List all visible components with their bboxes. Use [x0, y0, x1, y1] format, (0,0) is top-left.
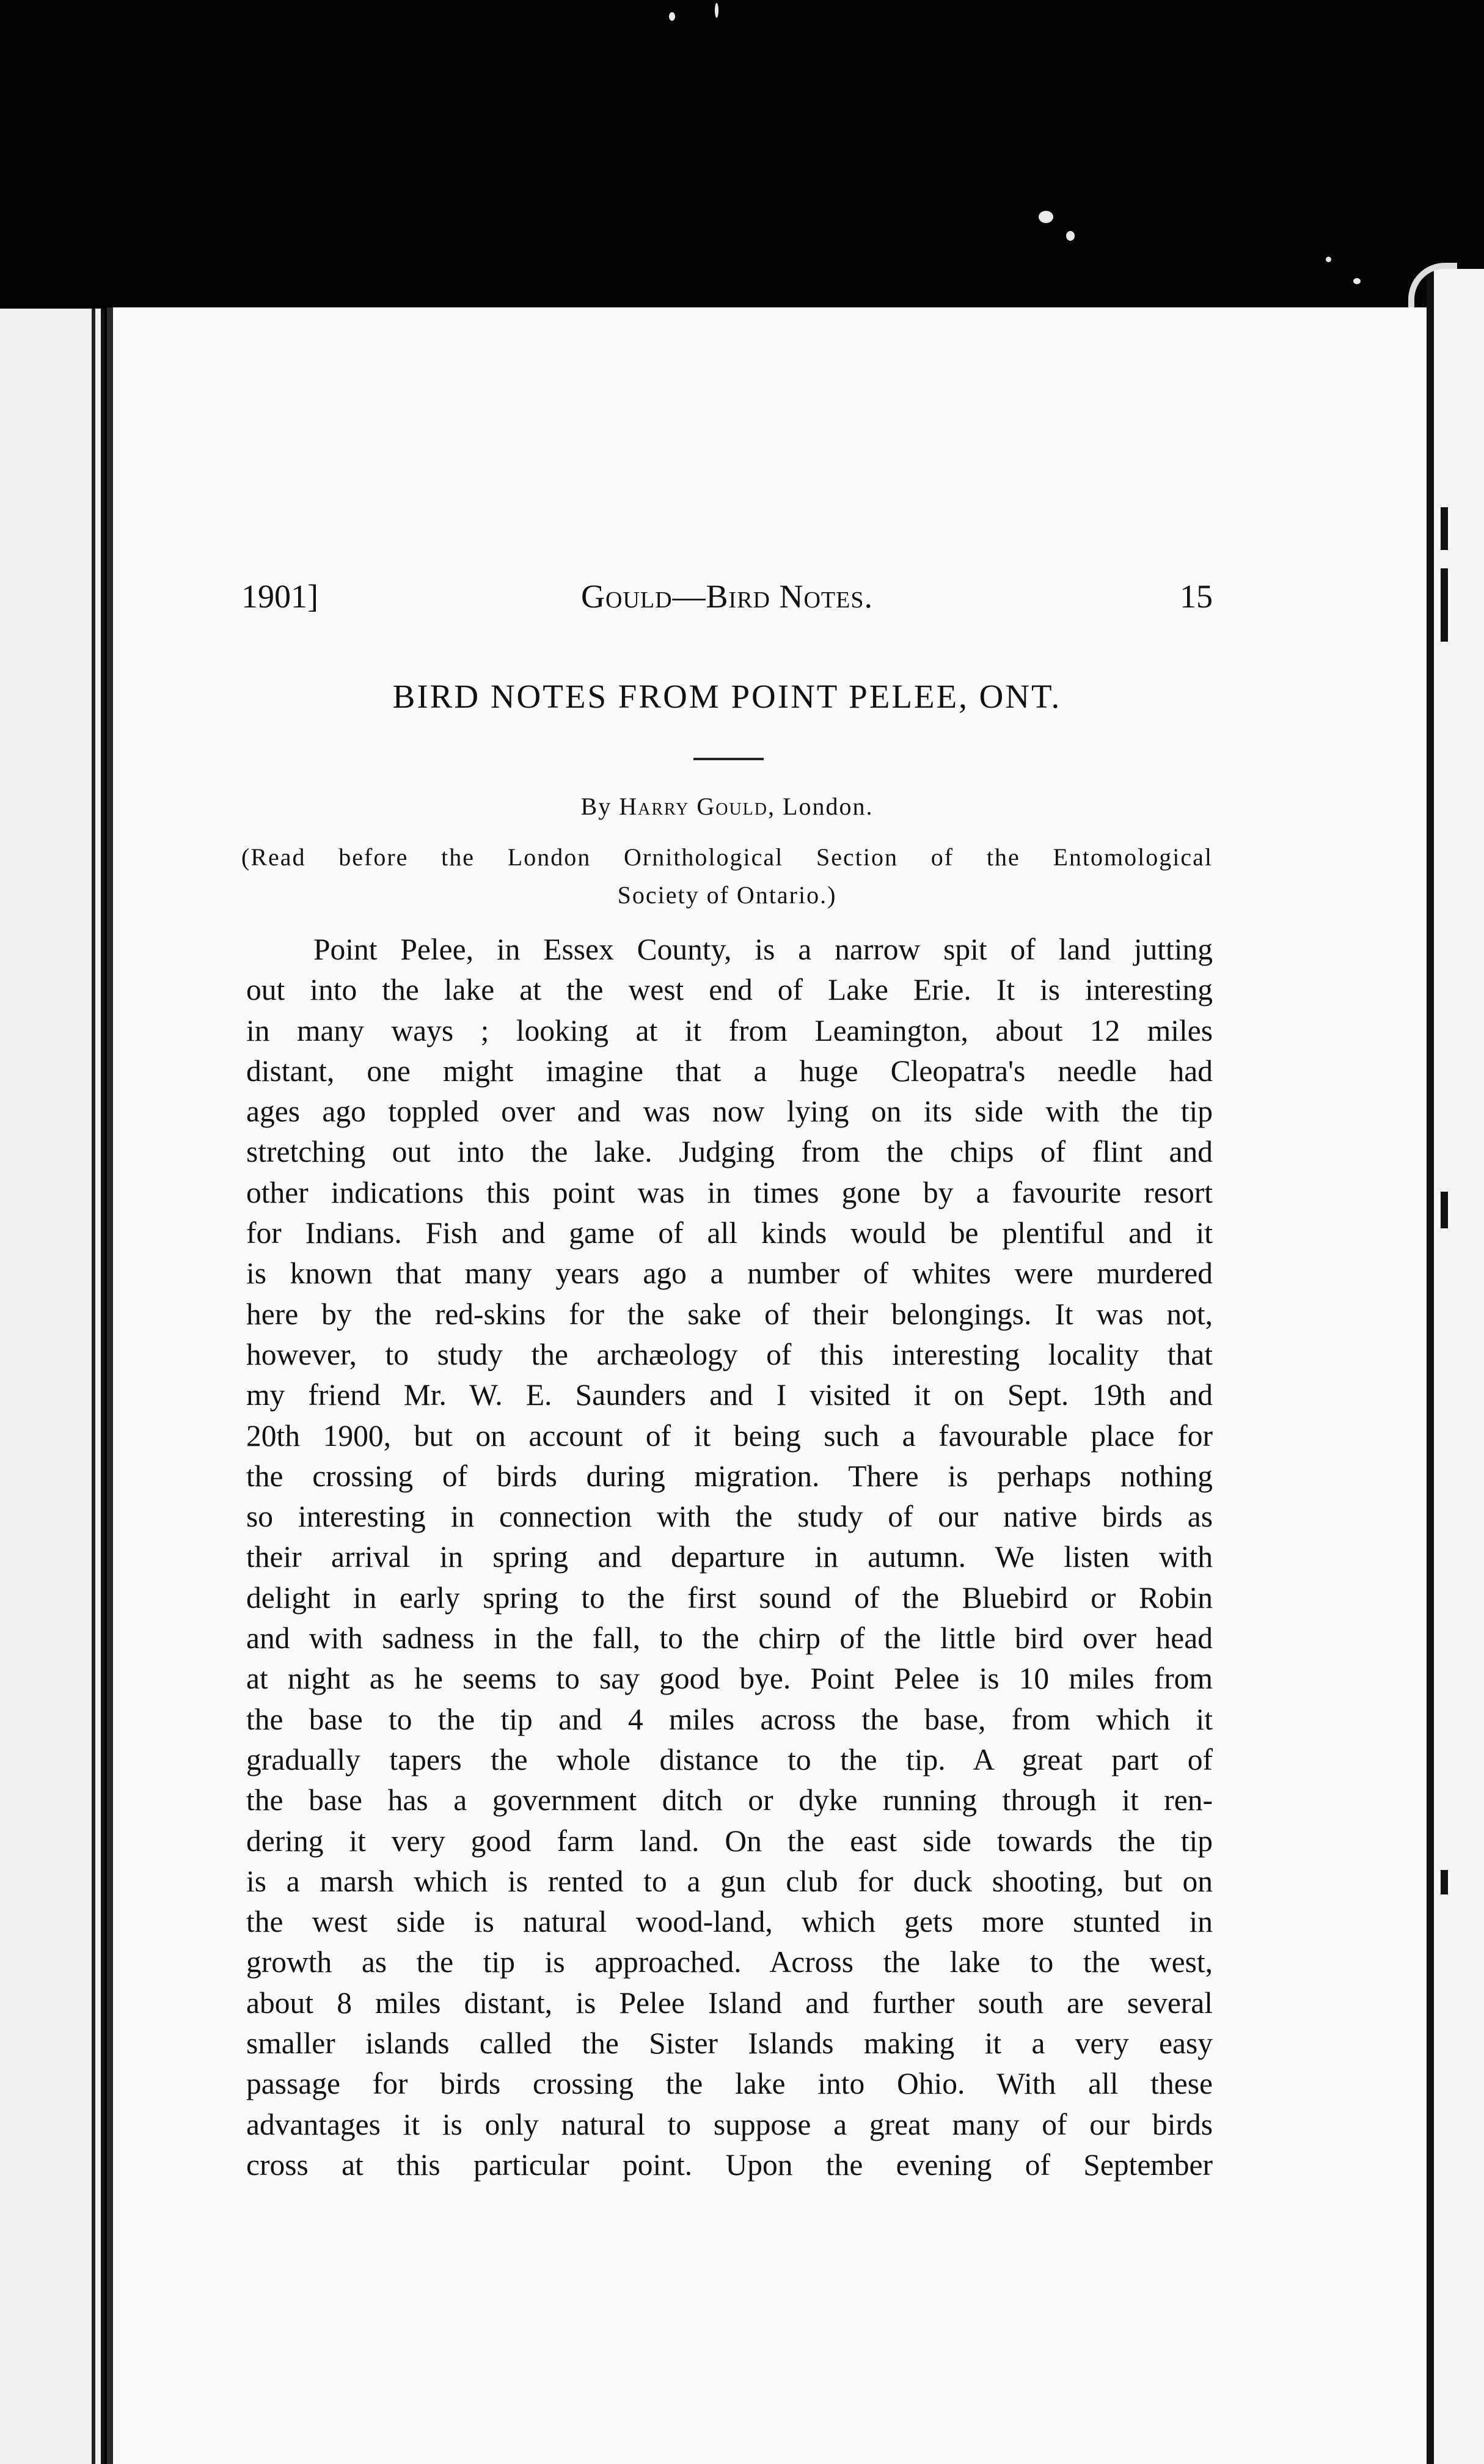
body-line: ages ago toppled over and was now lying on its side with the tip: [246, 1094, 1213, 1129]
page-number: 15: [1180, 578, 1213, 615]
body-line: is known that many years ago a number of whites were murdered: [246, 1256, 1213, 1291]
note-line: Society of Ontario.): [617, 881, 837, 909]
body-line: stretching out into the lake. Judging from the chips of flint and: [246, 1135, 1213, 1169]
body-line: delight in early spring to the first sound of the Bluebird or Robin: [246, 1580, 1213, 1615]
running-head: [241, 572, 1213, 621]
body-line: the west side is natural wood-land, which gets more stunted in: [246, 1905, 1213, 1939]
previous-page-edge: [0, 309, 104, 2464]
body-line: their arrival in spring and departure in autumn. We listen with: [246, 1540, 1213, 1574]
body-line: my friend Mr. W. E. Saunders and I visited it on Sept. 19th and: [246, 1378, 1213, 1412]
body-line: Point Pelee, in Essex County, is a narrow spit of land jutting: [313, 933, 1213, 966]
body-line: for Indians. Fish and game of all kinds would be plentiful and it: [246, 1216, 1213, 1250]
body-line: passage for birds crossing the lake into Ohio. With all these: [246, 2067, 1213, 2101]
body-line: dering it very good farm land. On the east side towards the tip: [246, 1824, 1213, 1858]
scan-speck: [1066, 231, 1075, 241]
body-line: cross at this particular point. Upon the evening of September: [246, 2147, 1213, 2182]
body-line: smaller islands called the Sister Islands making it a very easy: [246, 2026, 1213, 2061]
body-line: so interesting in connection with the study of our native birds as: [246, 1500, 1213, 1534]
note-line: (Read before the London Ornithological Section of the Entomological: [241, 843, 1213, 871]
read-before-note: [241, 838, 1213, 914]
body-line: other indications this point was in times gone by a favourite resort: [246, 1175, 1213, 1209]
body-line: advantages it is only natural to suppose a great many of our birds: [246, 2107, 1213, 2141]
author-place: London.: [783, 793, 874, 820]
scan-background-top: [0, 0, 1484, 306]
edge-mark: [1441, 507, 1448, 550]
article-title: BIRD NOTES FROM POINT PELEE, ONT.: [392, 678, 1062, 715]
body-line: at night as he seems to say good bye. Point Pelee is 10 miles from: [246, 1662, 1213, 1696]
edge-mark: [1441, 1870, 1448, 1894]
body-line: about 8 miles distant, is Pelee Island and further south are several: [246, 1986, 1213, 2020]
page-gutter-line: [92, 309, 95, 2464]
body-line: the crossing of birds during migration. There is perhaps nothing: [246, 1459, 1213, 1493]
scan-speck: [1326, 257, 1331, 262]
author-name: Harry Gould,: [619, 793, 776, 820]
edge-mark: [1441, 568, 1448, 642]
scan-speck: [1353, 278, 1361, 284]
body-line: the base to the tip and 4 miles across the base, from which it: [246, 1702, 1213, 1736]
body-line: however, to study the archæology of this interesting locality that: [246, 1337, 1213, 1371]
body-line: 20th 1900, but on account of it being such a favourable place for: [246, 1418, 1213, 1453]
body-line: out into the lake at the west end of Lake Erie. It is interesting: [246, 973, 1213, 1007]
scan-speck: [715, 3, 718, 18]
title-rule: [693, 758, 764, 760]
scan-speck: [1039, 211, 1053, 223]
running-head-year: 1901]: [241, 578, 318, 615]
body-line: distant, one might imagine that a huge Cleopatra's needle had: [246, 1054, 1213, 1088]
body-line: is a marsh which is rented to a gun club for duck shooting, but on: [246, 1864, 1213, 1898]
body-line: the base has a government ditch or dyke running through it ren-: [246, 1783, 1213, 1817]
byline: [241, 788, 1213, 825]
body-line: gradually tapers the whole distance to the tip. A great part of: [246, 1742, 1213, 1777]
body-line: here by the red-skins for the sake of their belongings. It was not,: [246, 1297, 1213, 1331]
byline-prefix: By: [580, 793, 612, 820]
body-line: growth as the tip is approached. Across the lake to the west,: [246, 1945, 1213, 1979]
running-head-title: Gould—Bird Notes.: [581, 578, 873, 615]
next-page-edge: [1427, 269, 1484, 2464]
edge-mark: [1441, 1192, 1448, 1228]
article-body: [246, 930, 1213, 2185]
body-line: and with sadness in the fall, to the chirp of the little bird over head: [246, 1621, 1213, 1656]
scan-speck: [669, 12, 675, 21]
body-line: in many ways ; looking at it from Leamington, about 12 miles: [246, 1013, 1213, 1047]
